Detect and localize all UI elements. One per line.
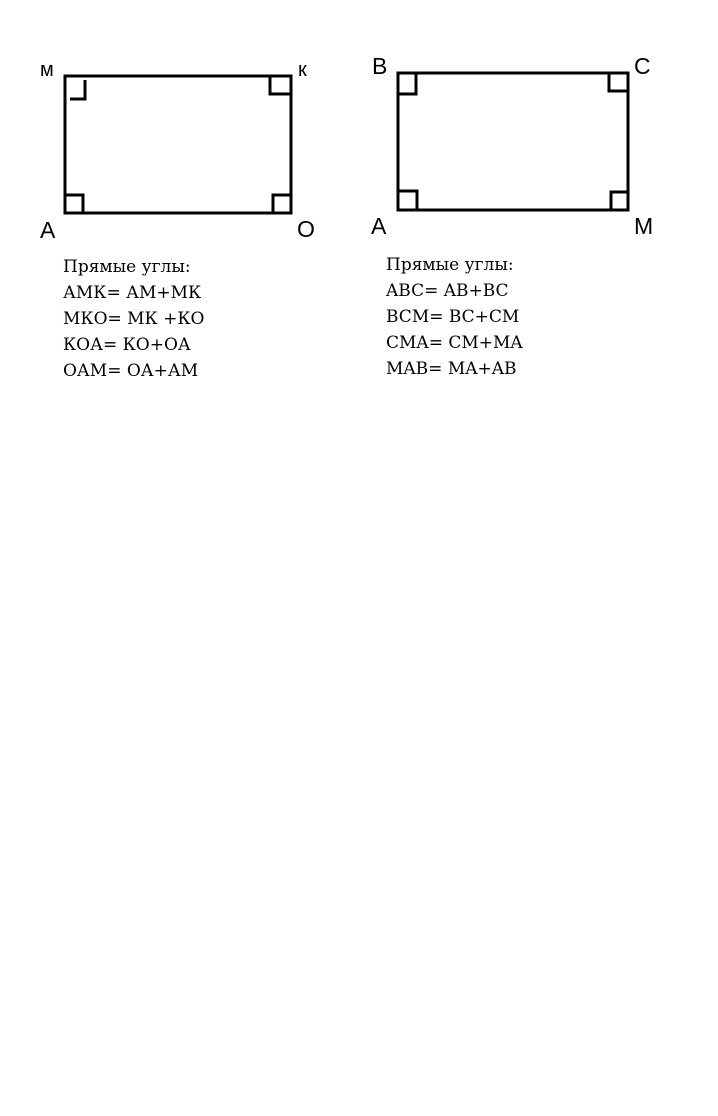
left-rectangle-outline xyxy=(65,76,291,213)
left-vertex-top-right-label: к xyxy=(298,59,307,81)
left-vertex-bottom-left-label: А xyxy=(40,217,56,243)
right-vertex-top-right-label: C xyxy=(634,53,651,79)
right-notes xyxy=(386,252,523,382)
left-right-angle-top-left xyxy=(70,80,85,99)
left-notes xyxy=(63,254,204,384)
right-notes-line: BCM= BC+CM xyxy=(386,307,520,327)
right-vertex-bottom-right-label: M xyxy=(634,213,654,239)
right-notes-line: MAB= MA+AB xyxy=(386,359,517,379)
left-notes-line: МКО= МК +КО xyxy=(63,309,205,329)
left-right-angle-top-right xyxy=(270,76,291,94)
right-vertex-bottom-left-label: A xyxy=(371,213,387,239)
right-vertex-top-left-label: B xyxy=(372,53,388,79)
left-notes-line: КОА= КО+ОА xyxy=(63,335,191,355)
right-right-angle-top-left xyxy=(398,73,416,94)
left-right-angle-bottom-left xyxy=(65,195,83,213)
left-right-angle-bottom-right xyxy=(273,195,291,213)
left-vertex-top-left-label: м xyxy=(40,59,54,81)
left-vertex-bottom-right-label: О xyxy=(297,216,315,242)
right-notes-line: ABC= AB+BC xyxy=(386,281,509,301)
left-notes-heading: Прямые углы: xyxy=(63,257,191,277)
left-rectangle xyxy=(65,76,291,213)
right-notes-heading: Прямые углы: xyxy=(386,255,514,275)
left-notes-line: АМК= АМ+МК xyxy=(63,283,202,303)
right-notes-line: CMA= CM+MA xyxy=(386,333,523,353)
right-right-angle-top-right xyxy=(609,73,628,91)
left-notes-line: ОАМ= ОА+АМ xyxy=(63,361,199,381)
right-rectangle xyxy=(398,73,628,210)
right-rectangle-outline xyxy=(398,73,628,210)
right-right-angle-bottom-right xyxy=(611,192,628,210)
right-right-angle-bottom-left xyxy=(398,191,417,210)
